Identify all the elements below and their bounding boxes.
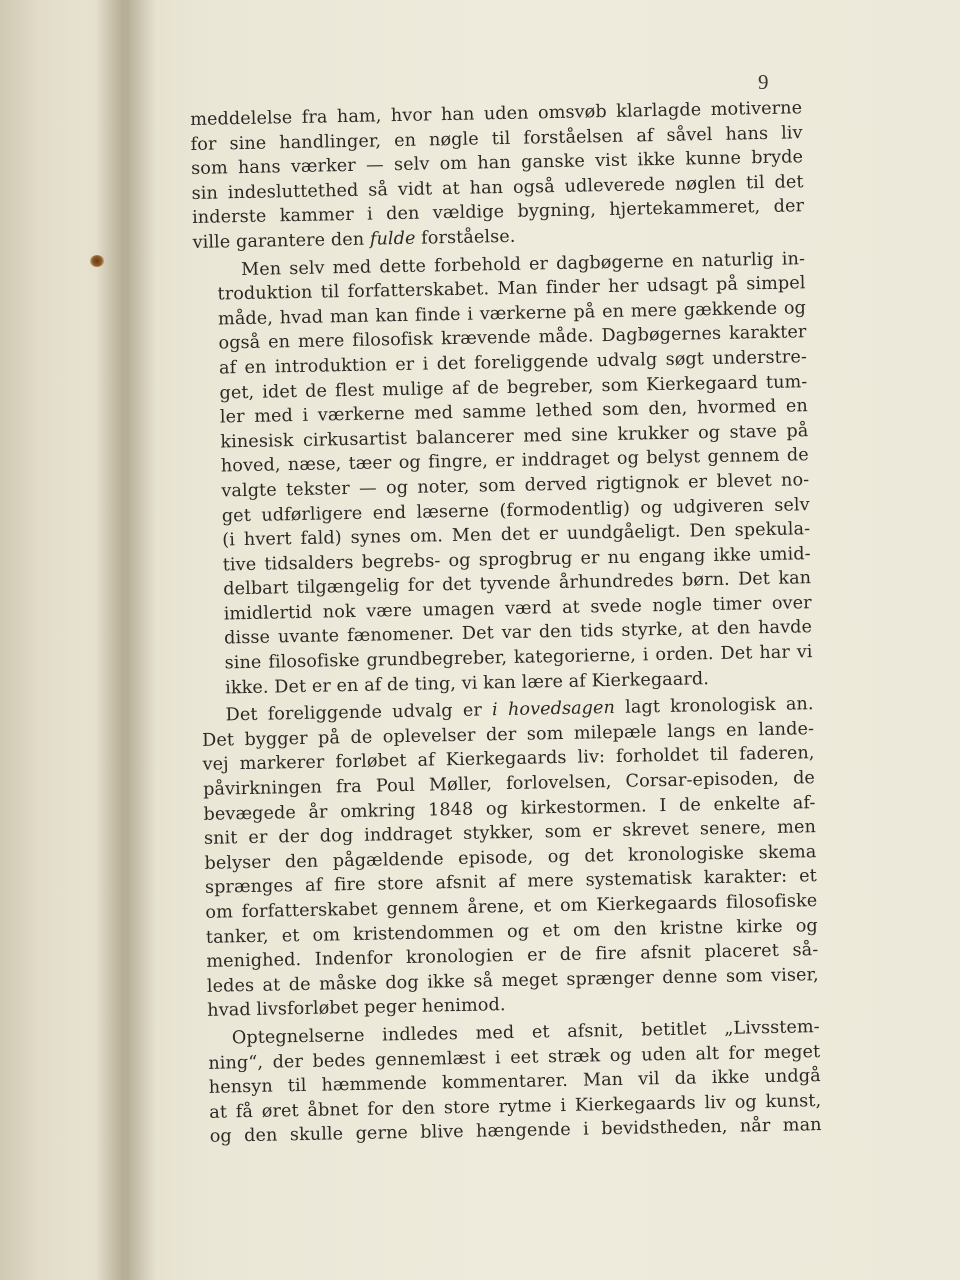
text-fragment: Det foreliggende udvalg er — [225, 700, 493, 726]
text-line: kinesisk cirkusartist balancerer med sine krukker og stave på — [220, 420, 809, 453]
text-fragment: lagt kronologisk an. — [614, 694, 814, 719]
text-line: bevægede år omkring 1848 og kirkestormen. I de enkelte af- — [203, 792, 816, 825]
text-line: ledes at de måske dog ikke så meget sprænger denne som viser, — [206, 964, 819, 997]
text-line: påvirkningen fra Poul Møller, forlovelsen, Corsar-episoden, de — [202, 768, 816, 800]
emphasis-text: fulde — [369, 228, 416, 250]
text-line: sine filosofiske grundbegreber, kategorierne, i orden. Det har vi — [224, 642, 813, 674]
text-line: tive tidsalders begrebs- og sprogbrug er nu engang ikke umid- — [222, 543, 811, 576]
text-line: menighed. Indenfor kronologien er de fire afsnit placeret så- — [206, 940, 819, 973]
text-line: at få øret åbnet for den store rytme i Kierkegaards liv og kunst, — [209, 1090, 822, 1123]
text-line: (i hvert fald) synes om. Men det er uundgåeligt. Den spekula- — [222, 519, 811, 551]
text-line: valgte tekster — og noter, som derved rigtignok er blevet no- — [221, 470, 810, 502]
text-line: hensyn til hæmmende kommentarer. Man vil da ikke undgå — [208, 1066, 821, 1098]
page-number: 9 — [758, 70, 769, 94]
text-line: måde, hvad man kan finde i værkerne på en mere gækkende og — [217, 297, 807, 330]
text-line: for sine handlinger, en nøgle til forståelsen af såvel hans liv — [190, 122, 803, 155]
text-line: af en introduktion er i det foreliggende udvalg søgt understre- — [218, 347, 808, 379]
paragraph — [193, 247, 813, 701]
facing-page-edge — [0, 0, 40, 1280]
text-line: tanker, et om kristendommen og et om den kristne kirke og — [205, 915, 819, 948]
paragraph — [190, 96, 805, 255]
page-body-text — [190, 96, 822, 1149]
text-line: som hans værker — selv om han ganske vist ikke kunne bryde — [190, 147, 804, 180]
text-line: meddelelse fra ham, hvor han uden omsvøb klarlagde motiverne — [190, 98, 803, 130]
text-line: imidlertid nok være umagen værd at svede nogle timer over — [223, 593, 812, 625]
text-line: Men selv med dette forbehold er dagbøgerne en naturlig in- — [240, 248, 806, 280]
text-line: også en mere filosofisk krævende måde. Dagbøgernes karakter — [218, 322, 807, 354]
text-line: Det bygger på de oplevelser der som milepæle langs en lande- — [201, 718, 815, 751]
emphasis-text: i hovedsagen — [491, 698, 616, 721]
text-line: delbart tilgængelig for det tyvende århundredes børn. Det kan — [223, 568, 812, 600]
text-line: Optegnelserne indledes med et afsnit, betitlet „Livsstem- — [231, 1017, 820, 1049]
text-line: ikke. Det er en af de ting, vi kan lære af Kierkegaard. — [224, 668, 710, 699]
text-line: get udførligere end læserne (formodentlig) og udgiveren selv — [221, 494, 810, 526]
book-gutter — [96, 0, 156, 1280]
text-line: om forfatterskabet gennem årene, et om Kierkegaards filosofiske — [205, 891, 818, 923]
text-line: disse uvante fænomener. Det var den tids styrke, at den havde — [224, 617, 813, 649]
text-line: sprænges af fire store afsnit af mere systematisk karakter: et — [204, 866, 818, 899]
text-fragment: forståelse. — [415, 226, 516, 249]
text-line: vej markerer forløbet af Kierkegaards liv: forholdet til faderen, — [202, 743, 815, 776]
paragraph — [208, 1015, 822, 1150]
text-line: hvad livsforløbet peger henimod. — [207, 995, 506, 1022]
text-line: get, idet de flest mulige af de begreber, som Kierkegaard tum- — [219, 371, 808, 404]
text-line: snit er der dog inddraget stykker, som er skrevet senere, men — [203, 817, 817, 850]
text-line: belyser den pågældende episode, og det kronologiske skema — [204, 841, 817, 874]
text-line: hoved, næse, tæer og fingre, er inddraget og belyst gennem de — [220, 445, 809, 477]
text-line: og den skulle gerne blive hængende i bevidstheden, når man — [209, 1115, 822, 1148]
text-fragment: ville garantere den — [192, 229, 371, 253]
text-line: ler med i værkerne med samme lethed som den, hvormed en — [219, 396, 809, 428]
paragraph — [201, 692, 819, 1023]
paper-stain — [90, 255, 104, 267]
text-line: inderste kammer i den vældige bygning, hjertekammeret, der — [191, 196, 805, 229]
text-line: troduktion til forfatterskabet. Man finder her udsagt på simpel — [217, 273, 806, 305]
text-line: sin indesluttethed så vidt at han også udleverede nøglen til det — [191, 172, 804, 204]
text-line: ning“, der bedes gennemlæst i eet stræk og uden alt for meget — [208, 1041, 821, 1074]
